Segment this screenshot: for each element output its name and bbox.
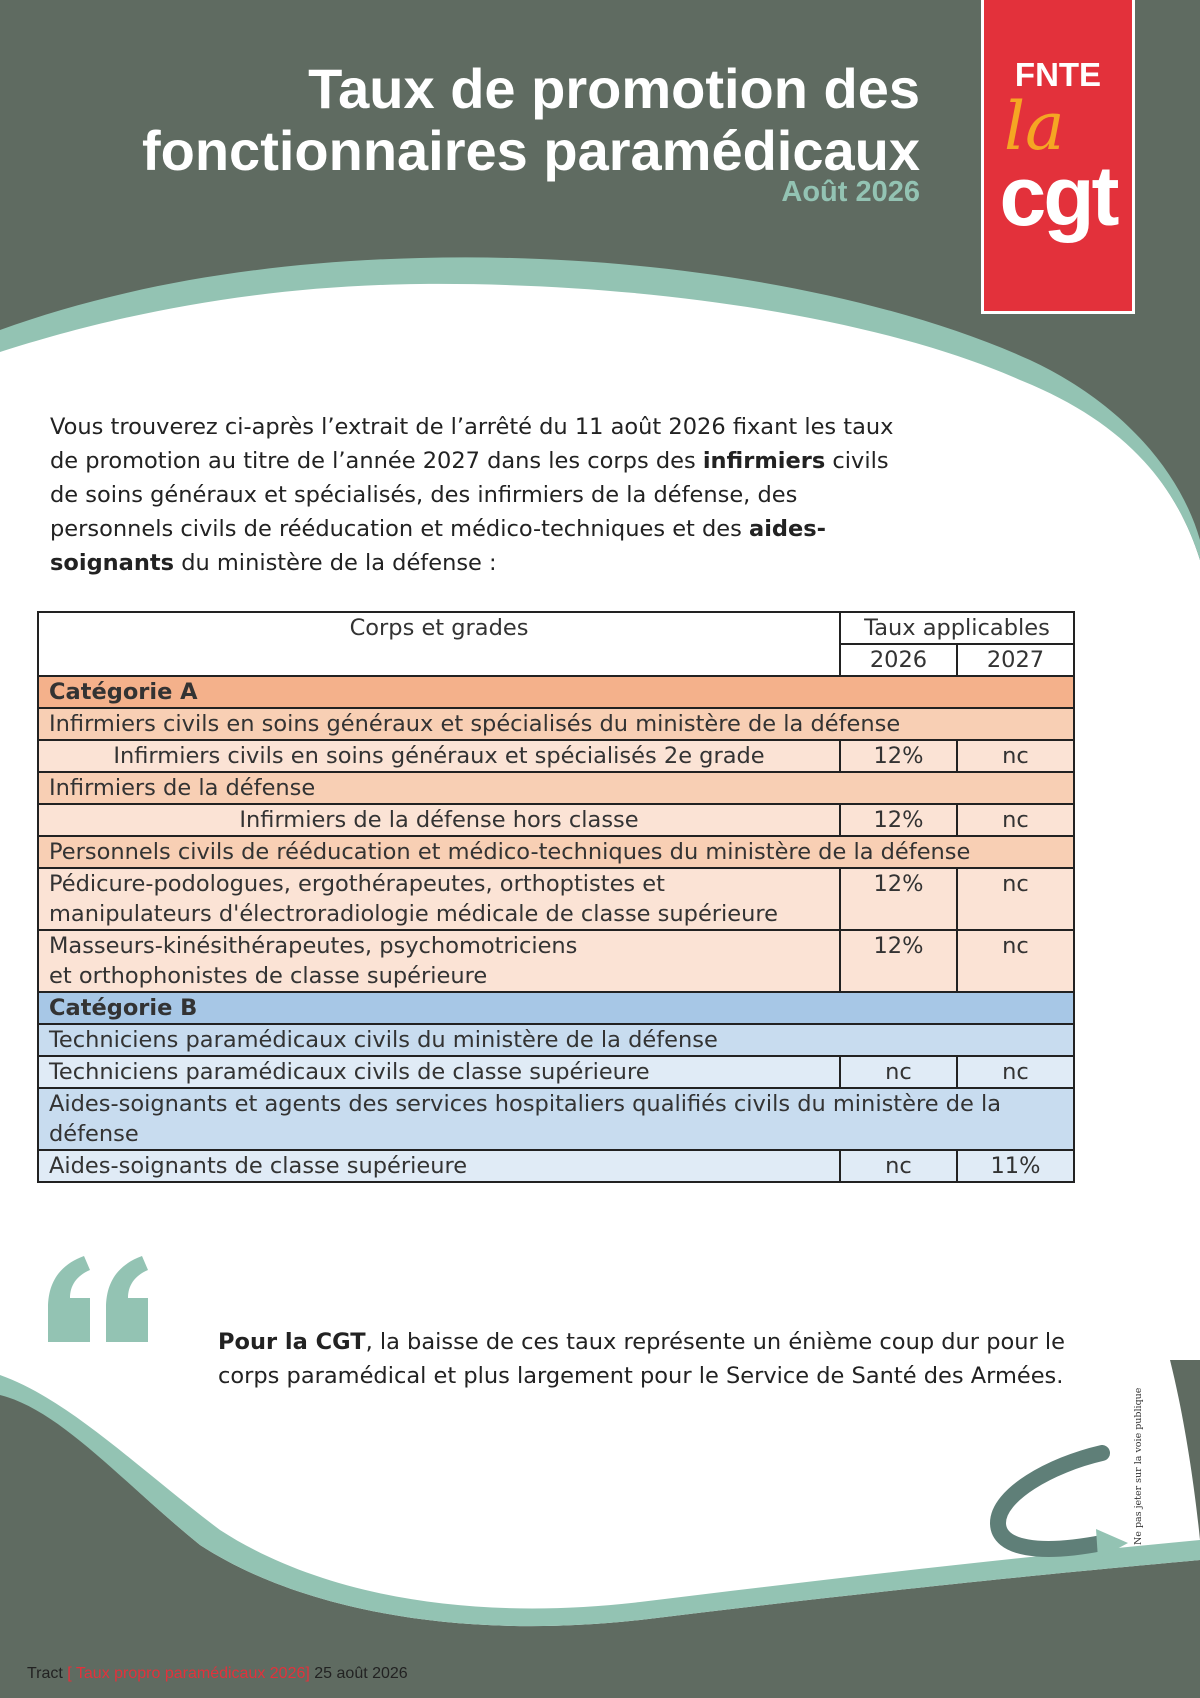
side-note: Ne pas jeter sur la voie publique <box>1133 1387 1144 1545</box>
subgroup-label: Infirmiers de la défense <box>38 772 1074 804</box>
grade-label: Techniciens paramédicaux civils de classe supérieure <box>38 1056 840 1088</box>
grade-label: Infirmiers de la défense hors classe <box>38 804 840 836</box>
rate-2027: nc <box>957 1056 1074 1088</box>
table-header-row <box>38 612 1074 644</box>
grade-label-line-2: manipulateurs d'électroradiologie médicale de classe supérieure <box>49 901 778 927</box>
category-b-label: Catégorie B <box>38 992 1074 1024</box>
logo-cgt-text: cgt <box>999 149 1117 243</box>
rate-2027: nc <box>957 740 1074 772</box>
logo-fnte-text: FNTE <box>1014 56 1102 93</box>
title-line-2: fonctionnaires paramédicaux <box>141 119 920 182</box>
subgroup-row <box>38 1088 1074 1150</box>
footer-date: 25 août 2026 <box>309 1665 408 1682</box>
table-row <box>38 740 1074 772</box>
quote-mark-icon <box>40 1250 160 1370</box>
rate-2027: nc <box>957 930 1074 992</box>
table-row <box>38 804 1074 836</box>
rate-2026: 12% <box>840 930 957 992</box>
rate-2026: nc <box>840 1150 957 1182</box>
quote-text: , la baisse de ces taux représente un énième coup dur pour le corps paramédical et plus largement pour le Service de Santé des Armées. <box>218 1329 1066 1389</box>
header-year-2026: 2026 <box>840 644 957 676</box>
rate-2026: nc <box>840 1056 957 1088</box>
subgroup-row <box>38 708 1074 740</box>
category-row <box>38 992 1074 1024</box>
grade-label: Aides-soignants de classe supérieure <box>38 1150 840 1182</box>
intro-bold-infirmiers: infirmiers <box>702 448 826 474</box>
grade-label <box>38 930 840 992</box>
rate-2026: 12% <box>840 740 957 772</box>
subgroup-row <box>38 836 1074 868</box>
table-row <box>38 930 1074 992</box>
grade-label <box>38 868 840 930</box>
cgt-logo <box>981 0 1135 314</box>
category-a-label: Catégorie A <box>38 676 1074 708</box>
table-row <box>38 1150 1074 1182</box>
grade-label-line-1: Masseurs-kinésithérapeutes, psychomotriciens <box>49 933 578 959</box>
curved-arrow-icon <box>990 1445 1140 1565</box>
intro-text-2: civils de soins généraux et spécialisés, des infirmiers de la défense, des personnels civils de rééducation et médico-techniques et des <box>50 448 889 542</box>
grade-label: Infirmiers civils en soins généraux et spécialisés 2e grade <box>38 740 840 772</box>
grade-label-line-1: Pédicure-podologues, ergothérapeutes, orthoptistes et <box>49 871 665 897</box>
subgroup-label: Aides-soignants et agents des services hospitaliers qualifiés civils du ministère de la défense <box>38 1088 1074 1150</box>
footer-reference: [ Taux propro paramédicaux 2026] <box>67 1665 310 1682</box>
footer <box>27 1665 408 1683</box>
rate-2027: nc <box>957 804 1074 836</box>
header-taux-applicables: Taux applicables <box>840 612 1074 644</box>
publication-date: Août 2026 <box>781 176 920 208</box>
subgroup-label: Infirmiers civils en soins généraux et spécialisés du ministère de la défense <box>38 708 1074 740</box>
cgt-quote <box>218 1325 1098 1393</box>
rate-2026: 12% <box>840 804 957 836</box>
grade-label-line-2: et orthophonistes de classe supérieure <box>49 963 488 989</box>
table-row <box>38 868 1074 930</box>
table-row <box>38 1056 1074 1088</box>
footer-label: Tract <box>27 1665 68 1682</box>
rate-2027: 11% <box>957 1150 1074 1182</box>
title-line-1: Taux de promotion des <box>308 57 920 120</box>
header-year-2027: 2027 <box>957 644 1074 676</box>
intro-text-3: du ministère de la défense : <box>174 550 497 576</box>
subgroup-row <box>38 1024 1074 1056</box>
category-row <box>38 676 1074 708</box>
logo-la-text: la <box>1004 88 1065 165</box>
page-title <box>142 58 920 182</box>
subgroup-row <box>38 772 1074 804</box>
intro-text-1: Vous trouverez ci-après l’extrait de l’arrêté du 11 août 2026 fixant les taux de promotion au titre de l’année 2027 dans les corps des <box>50 414 894 474</box>
rate-2026: 12% <box>840 868 957 930</box>
quote-bold: Pour la CGT <box>218 1329 366 1355</box>
promotion-rates-table <box>37 611 1075 1183</box>
subgroup-label: Techniciens paramédicaux civils du ministère de la défense <box>38 1024 1074 1056</box>
intro-bold-aides-soignants: aides-soignants <box>50 516 827 576</box>
header-corps-et-grades: Corps et grades <box>38 612 840 676</box>
subgroup-label: Personnels civils de rééducation et médico-techniques du ministère de la défense <box>38 836 1074 868</box>
rate-2027: nc <box>957 868 1074 930</box>
intro-paragraph <box>50 410 910 580</box>
